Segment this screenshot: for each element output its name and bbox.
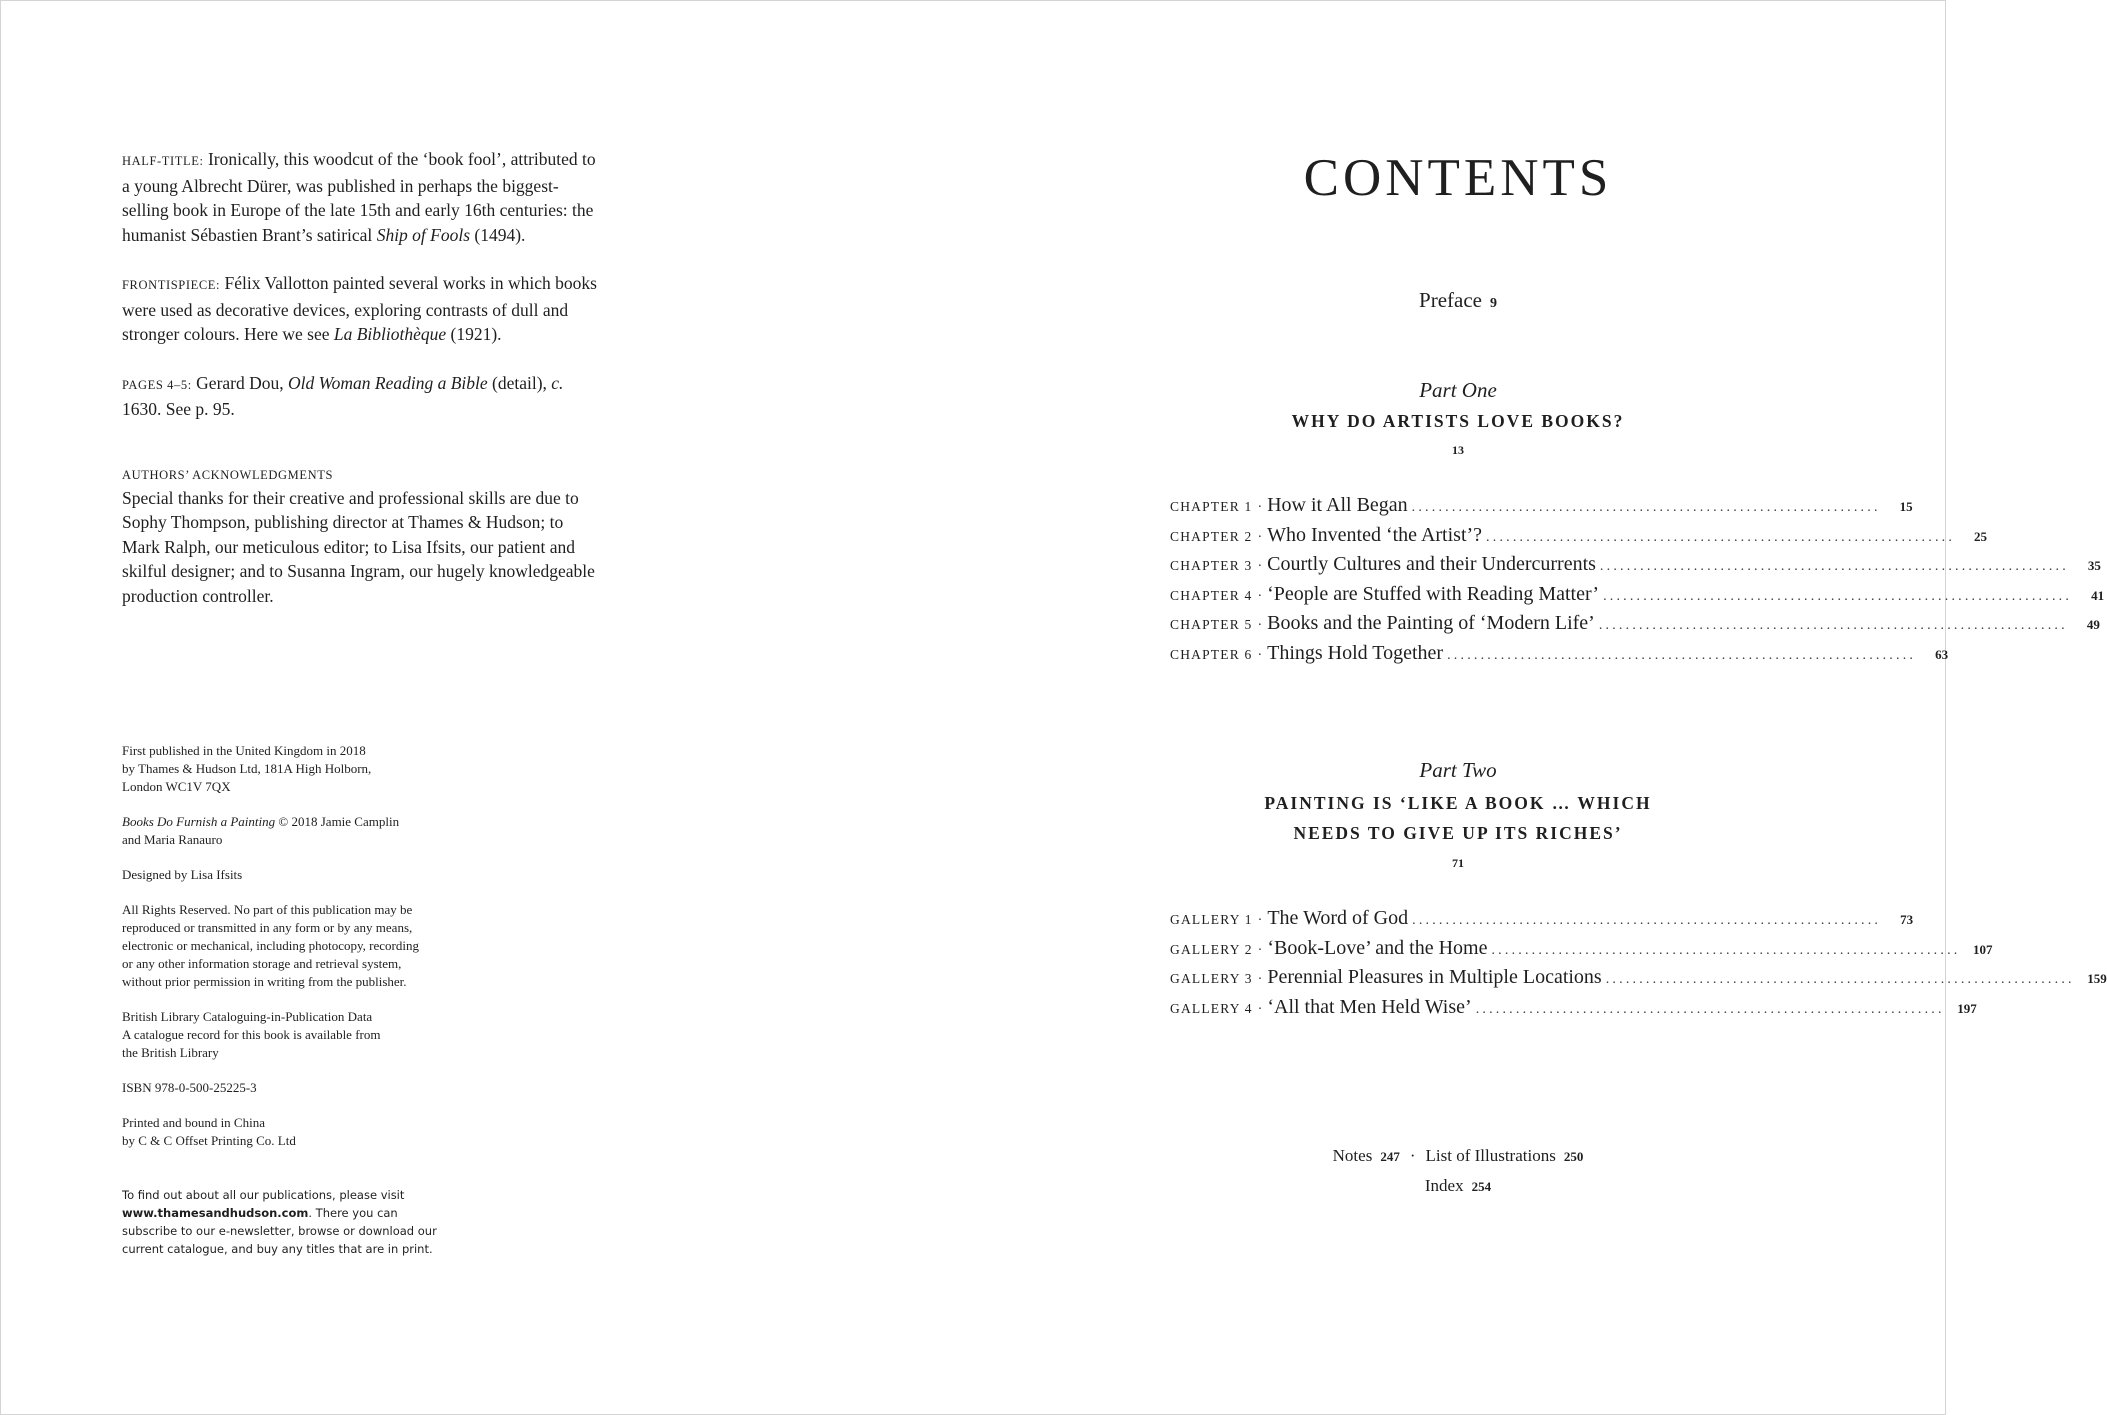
dot-leader: ...................................................................... [1491,942,1961,958]
caption-frontispiece: FRONTISPIECE: Félix Vallotton painted several works in which books were used as decorative devices, exploring contrasts of dull and stronger colours. Here we see La Bibliothèque (1921). [122,273,597,344]
page-number: 25 [1974,528,1988,544]
page-number: 15 [1899,499,1913,514]
chapter-entry-label: CHAPTER 6 [1170,646,1253,662]
chapter-entry[interactable] [1170,494,1913,524]
separator-dot: · [1409,1146,1416,1165]
page-number: 35 [2087,558,2101,574]
chapter-entry-label: CHAPTER 4 [1170,587,1253,603]
gallery-entry-label: GALLERY 1 [1170,912,1253,927]
imprint-block [122,742,542,1167]
page-number: 159 [2087,971,2107,987]
gallery-entry-title: Perennial Pleasures in Multiple Locations [1267,966,1602,989]
gallery-entry-title: ‘Book-Love’ and the Home [1267,936,1488,959]
acknowledgments-body: Special thanks for their creative and professional skills are due to Sophy Thompson, publishing director at Thames & Hudson; to Mark Ralph, our meticulous editor; to Lisa Ifsits, our patient and skilful designer; and to Susanna Ingram, our hugely knowledgeable production controller. [122,487,595,606]
separator-dot: · [1257,618,1263,634]
toc-preface[interactable]: Preface 9 [1419,288,1497,312]
page-number: 73 [1900,912,1914,927]
copyright-notice: Books Do Furnish a Painting © 2018 Jamie Camplin and Maria Ranauro [122,814,400,847]
part-two-page: 71 [1452,856,1464,870]
gallery-entry[interactable] [1170,936,1993,967]
separator-dot: · [1257,972,1263,988]
toc-list-of-illustrations[interactable]: List of Illustrations 250 [1425,1146,1584,1165]
separator-dot: · [1257,529,1263,545]
separator-dot: · [1257,1001,1263,1017]
page-number: 9 [1489,296,1497,311]
gallery-entry[interactable] [1170,966,2107,996]
dot-leader: ...................................................................... [1475,1001,1945,1017]
chapter-entry-title: Courtly Cultures and their Undercurrents [1267,553,1596,576]
dot-leader: ...................................................................... [1486,529,1956,545]
gallery-entry-title: The Word of God [1267,907,1409,929]
page-number: 107 [1972,941,1993,957]
page-title: CONTENTS [1303,149,1613,207]
end-matter-line-1 [1170,1146,1746,1166]
separator-dot: · [1257,500,1263,515]
chapter-entry-title: Books and the Painting of ‘Modern Life’ [1267,612,1595,635]
dot-leader: ...................................................................... [1599,559,2069,575]
part-one-label: Part One [1419,378,1497,402]
gallery-entry[interactable] [1170,907,1914,937]
chapter-entry-label: CHAPTER 1 [1170,499,1253,514]
chapter-entry-label: CHAPTER 5 [1170,617,1253,633]
isbn: ISBN 978-0-500-25225-3 [122,1080,257,1095]
chapter-entry-title: How it All Began [1267,494,1408,516]
part-one-title: WHY DO ARTISTS LOVE BOOKS? [1291,411,1625,431]
separator-dot: · [1257,647,1263,663]
dot-leader: ...................................................................... [1603,588,2073,604]
chapter-entry[interactable] [1170,582,2105,613]
chapter-entry[interactable] [1170,612,2100,642]
part-two-label: Part Two [1419,758,1497,782]
cip-data: British Library Cataloguing-in-Publication Data A catalogue record for this book is available from the British Library [122,1009,381,1060]
caption-half-title: HALF-TITLE: Ironically, this woodcut of the ‘book fool’, attributed to a young Albrecht Dürer, was published in perhaps the biggest-selling book in Europe of the late 15th and early 16th centuries: the humanist Sébastien Brant’s satirical Ship of Fools (1494). [122,149,596,245]
page-number: 41 [2091,587,2105,603]
dot-leader: ...................................................................... [1411,500,1881,515]
printer-info: Printed and bound in China by C & C Offset Printing Co. Ltd [122,1115,296,1148]
separator-dot: · [1257,942,1263,958]
gallery-entry-label: GALLERY 3 [1170,971,1253,987]
dot-leader: ...................................................................... [1412,913,1882,928]
separator-dot: · [1257,913,1263,928]
chapter-entry-title: Who Invented ‘the Artist’? [1267,523,1483,546]
chapter-entry[interactable] [1170,523,1988,554]
part-one-page: 13 [1452,443,1464,457]
part-two-title-line-2: NEEDS TO GIVE UP ITS RICHES’ [1293,823,1623,843]
website-link[interactable]: www.thamesandhudson.com [122,1206,309,1220]
chapter-entry[interactable] [1170,641,1949,672]
chapter-entry[interactable] [1170,553,2101,583]
designer-credit: Designed by Lisa Ifsits [122,867,243,882]
website-note: To find out about all our publications, please visit www.thamesandhudson.com. There you can subscribe to our e-newsletter, browse or download our current catalogue, and buy any titles that are in print. [122,1188,437,1256]
dot-leader: ...................................................................... [1598,618,2068,634]
part-two-title-line-1: PAINTING IS ‘LIKE A BOOK … WHICH [1264,793,1652,813]
chapter-entry-title: ‘People are Stuffed with Reading Matter’ [1267,582,1600,605]
gallery-list [1170,907,2107,1025]
publication-info: First published in the United Kingdom in 2018 by Thames & Hudson Ltd, 181A High Holborn, London WC1V 7QX [122,743,372,794]
rights-notice: All Rights Reserved. No part of this publication may be reproduced or transmitted in any form or by any means, electronic or mechanical, including photocopy, recording or any other information storage and retrieval system, without prior permission in writing from the publisher. [122,902,419,989]
page-number: 63 [1935,646,1949,662]
toc-index[interactable]: Index 254 [1424,1176,1492,1195]
caption-pages-4-5: PAGES 4–5: Gerard Dou, Old Woman Reading a Bible (detail), c. 1630. See p. 95. [122,372,564,419]
gallery-entry-label: GALLERY 2 [1170,941,1253,957]
caption-label: HALF-TITLE: [122,154,204,168]
separator-dot: · [1257,559,1263,575]
page-number: 49 [2086,617,2100,633]
acknowledgments-heading: AUTHORS’ ACKNOWLEDGMENTS [122,467,334,482]
chapter-entry-label: CHAPTER 3 [1170,558,1253,574]
chapter-list [1170,494,2105,672]
page-number: 197 [1957,1000,1977,1016]
toc-notes[interactable]: Notes 247 [1332,1146,1400,1165]
chapter-entry-label: CHAPTER 2 [1170,528,1253,544]
gallery-entry[interactable] [1170,995,1977,1026]
caption-label: PAGES 4–5: [122,377,192,392]
caption-label: FRONTISPIECE: [122,278,221,292]
gallery-entry-title: ‘All that Men Held Wise’ [1267,995,1472,1018]
gallery-entry-label: GALLERY 4 [1170,1000,1253,1016]
chapter-entry-title: Things Hold Together [1267,641,1444,664]
separator-dot: · [1257,588,1263,604]
dot-leader: ...................................................................... [1447,647,1917,663]
left-page-captions [122,147,602,608]
dot-leader: ...................................................................... [1605,972,2075,988]
